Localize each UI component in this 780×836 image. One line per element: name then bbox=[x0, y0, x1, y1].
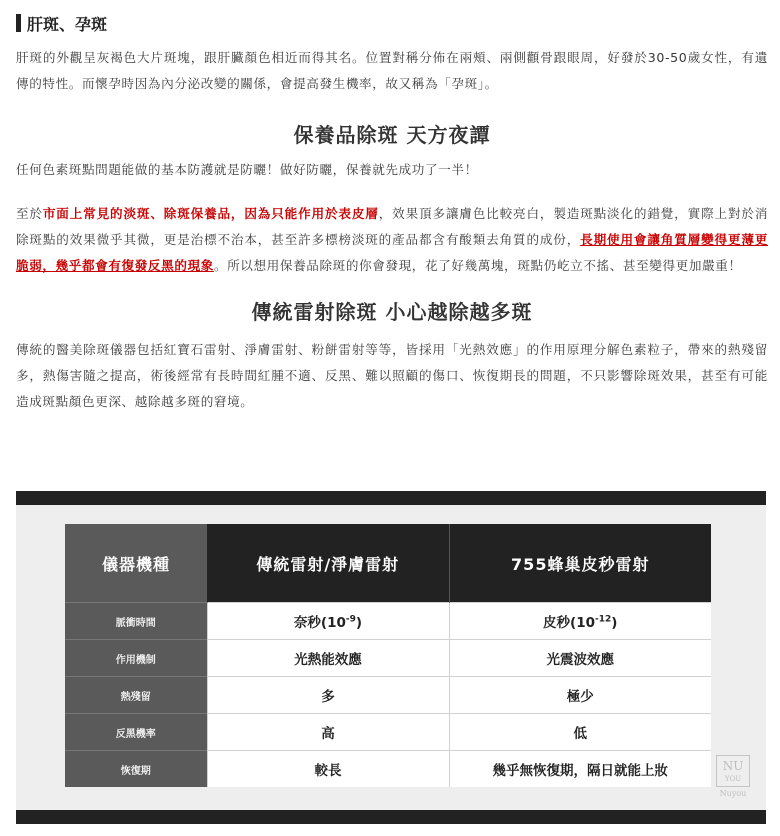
row-label: 脈衝時間 bbox=[65, 603, 207, 640]
laser-paragraph: 傳統的醫美除斑儀器包括紅寶石雷射、淨膚雷射、粉餅雷射等等，皆採用「光熱效應」的作用原理分解色素粒子，帶來的熱殘留多，熱傷害隨之提高，術後經常有長時間紅腫不適、反黑、難以照顧的傷口、恢復期長的問題，不只影響除斑效果，甚至有可能造成斑點顏色更深、越除越多斑的窘境。 bbox=[16, 342, 768, 409]
header-col-traditional: 傳統雷射/淨膚雷射 bbox=[207, 524, 449, 603]
row-label: 熱殘留 bbox=[65, 677, 207, 714]
cell-picosecond: 幾乎無恢復期，隔日就能上妝 bbox=[449, 751, 711, 788]
cell-traditional: 光熱能效應 bbox=[207, 640, 449, 677]
cell-picosecond: 光震波效應 bbox=[449, 640, 711, 677]
table-row bbox=[65, 751, 711, 788]
comparison-table bbox=[65, 524, 711, 787]
table-row bbox=[65, 714, 711, 751]
table-header-row bbox=[65, 524, 711, 603]
article bbox=[16, 0, 768, 415]
cell-picosecond: 低 bbox=[449, 714, 711, 751]
section-title-melasma bbox=[16, 12, 768, 34]
row-label: 作用機制 bbox=[65, 640, 207, 677]
cell-traditional: 高 bbox=[207, 714, 449, 751]
laser-heading: 傳統雷射除斑 小心越除越多斑 bbox=[251, 300, 533, 324]
cell-picosecond: 皮秒$(10^{-12})$ bbox=[449, 603, 711, 640]
comparison-panel bbox=[16, 491, 766, 824]
table-row bbox=[65, 677, 711, 714]
sunscreen-paragraph: 任何色素斑點問題能做的基本防護就是防曬！做好防曬，保養就先成功了一半！ bbox=[16, 162, 478, 177]
highlight-text-1: 市面上常見的淡斑、除斑保養品，因為只能作用於表皮層 bbox=[42, 206, 379, 221]
cell-traditional: 奈秒$(10^{-9})$ bbox=[207, 603, 449, 640]
row-label: 恢復期 bbox=[65, 751, 207, 788]
melasma-paragraph: 肝斑的外觀呈灰褐色大片斑塊，跟肝臟顏色相近而得其名。位置對稱分佈在兩頰、兩側顴骨跟眼周，好發於30-50歲女性，有遺傳的特性。而懷孕時因為內分泌改變的關係，會提高發生機率，故又稱為「孕斑」。 bbox=[16, 50, 768, 91]
header-label: 儀器機種 bbox=[65, 524, 207, 603]
cell-traditional: 多 bbox=[207, 677, 449, 714]
skincare-lead-text: 至於 bbox=[16, 206, 43, 221]
cell-traditional: 較長 bbox=[207, 751, 449, 788]
logo-box: NU YOU bbox=[716, 755, 750, 787]
title-bar-marker bbox=[16, 14, 21, 32]
panel-top-band bbox=[16, 491, 766, 505]
skincare-tail-text: 。所以想用保養品除斑的你會發現，花了好幾萬塊，斑點仍屹立不搖、甚至變得更加嚴重！ bbox=[213, 258, 742, 273]
header-col-picosecond: 755蜂巢皮秒雷射 bbox=[449, 524, 711, 603]
table-row bbox=[65, 640, 711, 677]
table-row bbox=[65, 603, 711, 640]
highlight-text-2: 長期使用會讓角質層變得更薄更脆弱，幾乎都會有復發反黑的現象 bbox=[16, 232, 768, 273]
nuyou-logo-watermark: NU YOU Nuyou bbox=[715, 755, 751, 801]
cell-picosecond: 極少 bbox=[449, 677, 711, 714]
panel-bottom-band bbox=[16, 810, 766, 824]
skincare-paragraph bbox=[16, 201, 768, 279]
skincare-heading: 保養品除斑 天方夜譚 bbox=[293, 123, 491, 147]
section-title-text: 肝斑、孕斑 bbox=[27, 14, 108, 34]
row-label: 反黑機率 bbox=[65, 714, 207, 751]
skincare-middle-text: ，效果頂多讓膚色比較亮白，製造斑點淡化的錯覺，實際上對於消除斑點的效果微乎其微，更是治標不治本，甚至許多標榜淡斑的產品都含有酸類去角質的成份， bbox=[16, 206, 769, 247]
